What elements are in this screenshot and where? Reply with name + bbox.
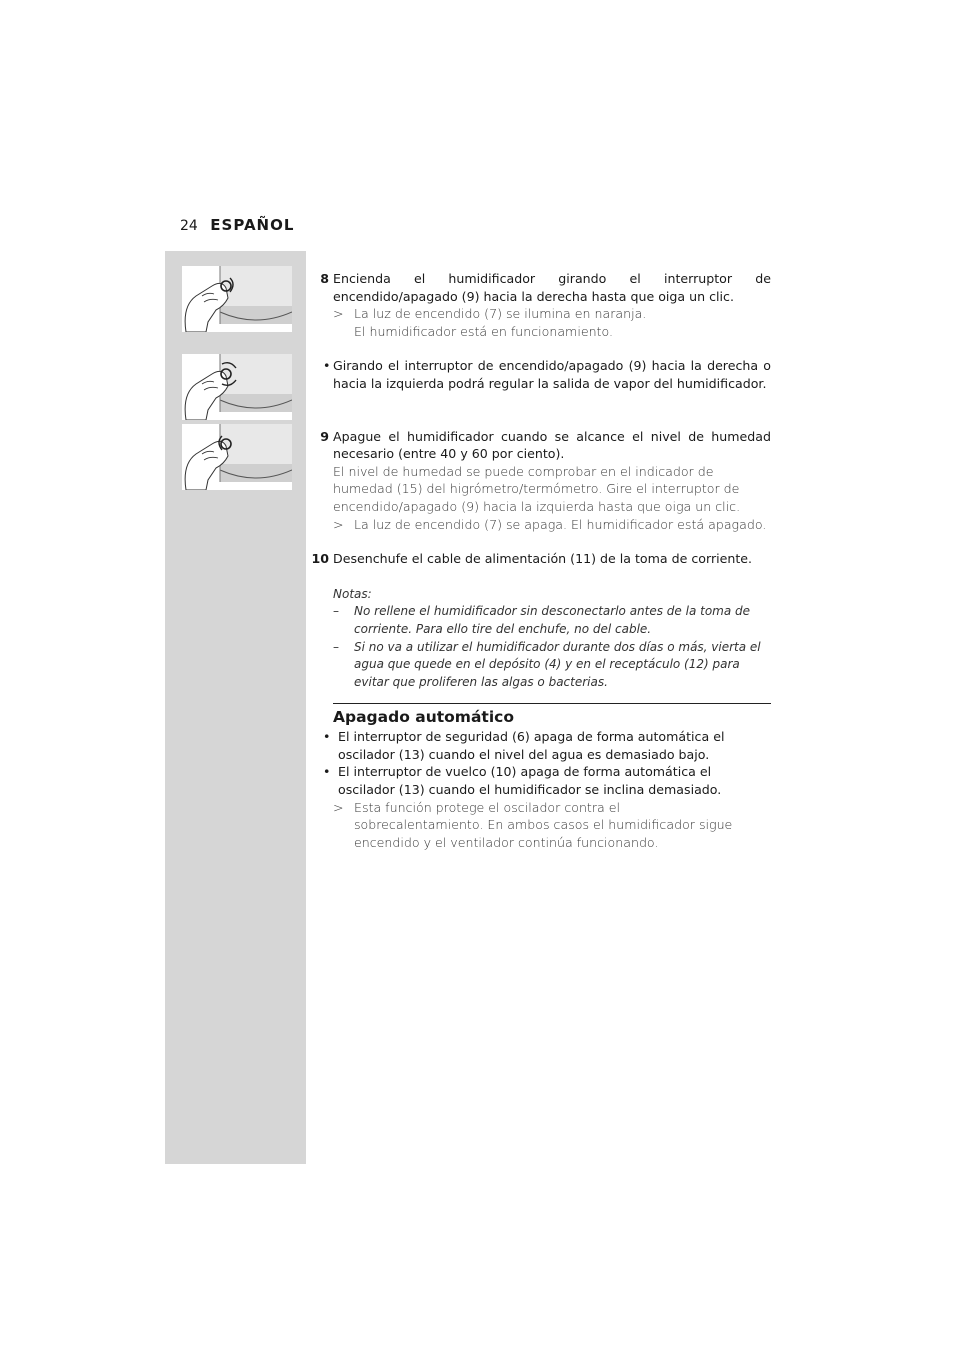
- step-9-detail: El nivel de humedad se puede comprobar en el indicador de humedad (15) del higrómetro/termómetro. Gire el interruptor de encendido/apagado (9) hacia la izquierda hasta que oiga un clic.: [333, 463, 741, 514]
- page-number: 24: [180, 218, 198, 234]
- bullet-text: El interruptor de vuelco (10) apaga de forma automática el oscilador (13) cuando el humidificador se inclina demasiado.: [338, 764, 722, 798]
- section-bullet: [313, 728, 771, 763]
- step-10: [313, 550, 771, 568]
- figure-3: [182, 424, 292, 490]
- hand-turning-knob-icon: [182, 354, 292, 420]
- note-text: Si no va a utilizar el humidificador durante dos días o más, vierta el agua que quede en el depósito (4) y en el receptáculo (12) para evitar que proliferen las algas o bacterias.: [354, 639, 761, 689]
- step-8: [313, 270, 771, 305]
- step-text: Apague el humidificador cuando se alcance el nivel de humedad necesario (entre 40 y 60 por ciento).: [333, 428, 771, 462]
- section-result: [333, 799, 734, 852]
- figure-2-pointer: [292, 360, 306, 384]
- figure-1: [182, 266, 292, 332]
- section-title: Apagado automático: [333, 708, 514, 727]
- main-content: [313, 270, 771, 851]
- figure-2: [182, 354, 292, 420]
- bullet-text: Girando el interruptor de encendido/apagado (9) hacia la derecha o hacia la izquierda podrá regular la salida de vapor del humidificador.: [333, 358, 771, 391]
- note-text: No rellene el humidificador sin desconectarlo antes de la toma de corriente. Para ello tire del enchufe, no del cable.: [354, 604, 751, 636]
- language-title: ESPAÑOL: [210, 216, 295, 234]
- bullet-marker: •: [323, 358, 331, 374]
- step-8-result: [333, 305, 654, 340]
- tip-bullet: [313, 357, 771, 392]
- result-text: La luz de encendido (7) se ilumina en naranja. El humidificador está en funcionamiento.: [354, 306, 647, 339]
- bullet-marker: •: [323, 764, 331, 780]
- section-divider: [333, 703, 771, 704]
- step-number: 9: [320, 428, 329, 444]
- hand-turning-knob-icon: [182, 266, 292, 332]
- step-number: 8: [320, 271, 329, 286]
- page-header: [180, 216, 294, 234]
- step-text: Encienda el humidificador girando el interruptor de encendido/apagado (9) hacia la derecha hasta que oiga un clic.: [333, 271, 771, 304]
- result-text: Esta función protege el oscilador contra el sobrecalentamiento. En ambos casos el humidificador sigue encendido y el ventilador continúa funcionando.: [354, 799, 733, 850]
- note-marker: –: [333, 604, 339, 619]
- notes: [313, 586, 771, 692]
- figure-3-pointer: [292, 428, 306, 452]
- bullet-marker: •: [323, 729, 331, 745]
- note-marker: –: [333, 639, 339, 654]
- note-item: [333, 639, 771, 692]
- hand-turning-knob-icon: [182, 424, 292, 490]
- result-marker: >: [333, 799, 344, 815]
- figure-1-pointer: [292, 272, 306, 296]
- step-text: Desenchufe el cable de alimentación (11) de la toma de corriente.: [333, 551, 753, 567]
- step-number: 10: [311, 551, 329, 567]
- section-bullet: [313, 763, 771, 798]
- step-9-result: [333, 516, 771, 534]
- result-marker: >: [333, 516, 344, 532]
- result-text: La luz de encendido (7) se apaga. El humidificador está apagado.: [354, 516, 767, 532]
- bullet-text: El interruptor de seguridad (6) apaga de forma automática el oscilador (13) cuando el nivel del agua es demasiado bajo.: [338, 729, 725, 762]
- note-item: [333, 603, 771, 638]
- notes-title: Notas:: [333, 586, 372, 601]
- step-9: [313, 428, 771, 463]
- result-marker: >: [333, 306, 344, 322]
